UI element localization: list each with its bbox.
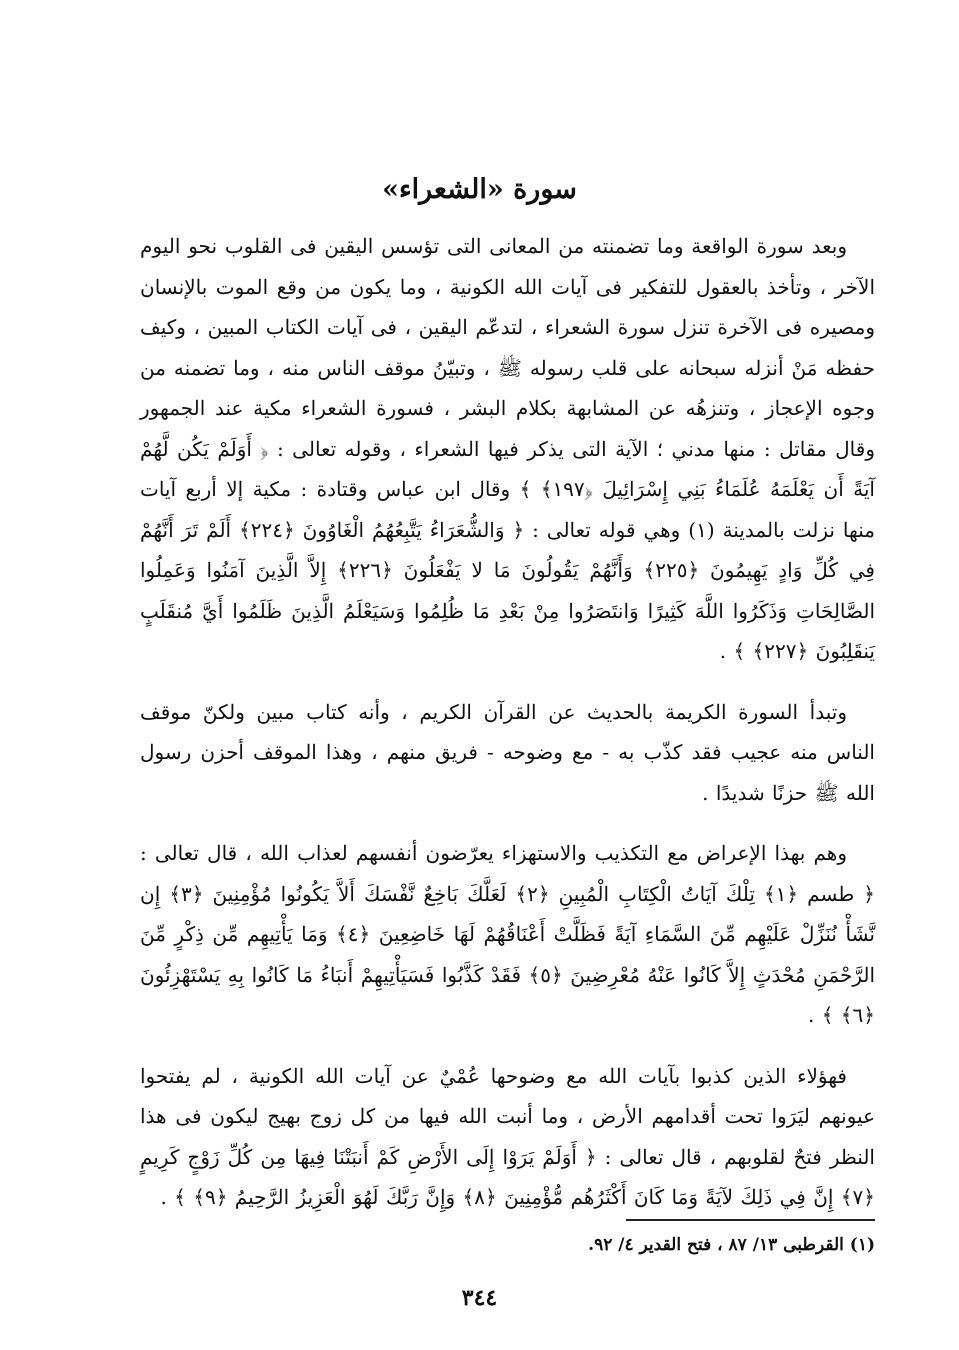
footnote: (١) القرطبى ١٣/ ٨٧ ، فتح القدير ٤/ ٩٢. (588, 1235, 875, 1255)
paragraph-intro: وبعد سورة الواقعة وما تضمنته من المعانى التى تؤسس اليقين فى القلوب نحو اليوم الآخر ، وتأخذ بالعقول للتفكير فى آيات الله الكونية ، وما يكون من وقع الموت بالإنسان ومصيره فى الآخرة تنزل سورة الشعراء ، لتدعّم اليقين ، فى آيات الكتاب المبين ، وكيف حفظه مَنْ أنزله سبحانه على قلب رسوله ﷺ ، وتبيّنُ موقف الناس منه ، وما تضمنه من وجوه الإعجاز ، وتنزهُه عن المشابهة بكلام البشر ، فسورة الشعراء مكية عند الجمهور وقال مقاتل : منها مدني ؛ الآية التى يذكر فيها الشعراء ، وقوله تعالى : ﴿ أَوَلَمْ يَكُن لَّهُمْ آيَةً أَن يَعْلَمَهُ عُلَمَاءُ بَنِي إِسْرَائِيلَ ﴿١٩٧﴾ ﴾ وقال ابن عباس وقتادة : مكية إلا أربع آيات منها نزلت بالمدينة (١) وهي قوله تعالى : ﴿ وَالشُّعَرَاءُ يَتَّبِعُهُمُ الْغَاوُونَ ﴿٢٢٤﴾ أَلَمْ تَرَ أَنَّهُمْ فِي كُلِّ وَادٍ يَهِيمُونَ ﴿٢٢٥﴾ وَأَنَّهُمْ يَقُولُونَ مَا لا يَفْعَلُونَ ﴿٢٢٦﴾ إِلاَّ الَّذِينَ آمَنُوا وَعَمِلُوا الصَّالِحَاتِ وَذَكَرُوا اللَّهَ كَثِيرًا وَانتَصَرُوا مِنْ بَعْدِ مَا ظُلِمُوا وَسَيَعْلَمُ الَّذِينَ ظَلَمُوا أَيَّ مُنقَلَبٍ يَنقَلِبُونَ ﴿٢٢٧﴾ ﴾ . (140, 234, 876, 663)
paragraph-signs: فهؤلاء الذين كذبوا بآيات الله مع وضوحها عُمْيٌ عن آيات الله الكونية ، لم يفتحوا عيونهم ليَرَوا تحت أقدامهم الأرض ، وما أنبت الله فيها من كل زوج بهيج ليكون فى هذا النظر فتحٌ لقلوبهم ، قال تعالى : ﴿ أَوَلَمْ يَرَوْا إِلَى الأَرْضِ كَمْ أَنبَتْنَا فِيهَا مِن كُلِّ زَوْجٍ كَرِيمٍ ﴿٧﴾ إِنَّ فِي ذَلِكَ لآيَةً وَمَا كَانَ أَكْثَرُهُم مُّؤْمِنِينَ ﴿٨﴾ وَإِنَّ رَبَّكَ لَهُوَ الْعَزِيزُ الرَّحِيمُ ﴿٩﴾ ﴾ . (140, 1063, 875, 1209)
page-number: ٣٤٤ (461, 1285, 498, 1311)
body-text (140, 226, 875, 1238)
page-title: سورة «الشعراء» (382, 174, 577, 205)
paragraph-quran-opening: وتبدأ السورة الكريمة بالحديث عن القرآن الكريم ، وأنه كتاب مبين ولكنّ موقف الناس منه عجيب فقد كذّب به - مع وضوحه - فريق منهم ، وهذا الموقف أحزن رسول الله ﷺ حزنًا شديدًا . (140, 699, 875, 805)
paragraph-denial: وهم بهذا الإعراض مع التكذيب والاستهزاء يعرّضون أنفسهم لعذاب الله ، قال تعالى : ﴿ طسم ﴿١﴾ تِلْكَ آيَاتُ الْكِتَابِ الْمُبِينِ ﴿٢﴾ لَعَلَّكَ بَاخِعٌ نَّفْسَكَ أَلاَّ يَكُونُوا مُؤْمِنِينَ ﴿٣﴾ إِن نَّشَأْ نُنَزِّلْ عَلَيْهِم مِّنَ السَّمَاءِ آيَةً فَظَلَّتْ أَعْنَاقُهُمْ لَهَا خَاضِعِينَ ﴿٤﴾ وَمَا يَأْتِيهِم مِّن ذِكْرٍ مِّنَ الرَّحْمَنِ مُحْدَثٍ إِلاَّ كَانُوا عَنْهُ مُعْرِضِينَ ﴿٥﴾ فَقَدْ كَذَّبُوا فَسَيَأْتِيهِمْ أَنبَاءُ مَا كَانُوا بِهِ يَسْتَهْزِئُونَ ﴿٦﴾ ﴾ . (140, 841, 876, 1027)
footnote-divider (626, 1219, 875, 1221)
